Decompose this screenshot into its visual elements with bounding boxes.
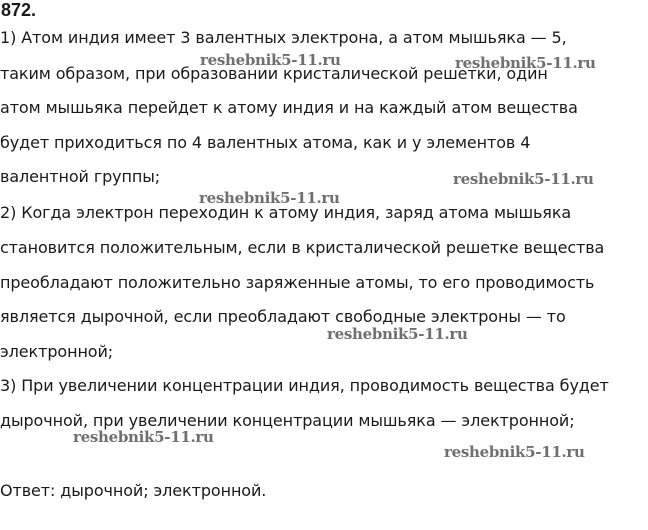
text-line-3: атом мышьяка перейдет к атому индия и на каждый атом вещества [0, 98, 578, 117]
text-line-8: преобладают положительно заряженные атомы, то его проводимость [0, 273, 595, 292]
text-line-11: 3) При увеличении концентрации индия, проводимость вещества будет [0, 376, 609, 395]
watermark: reshebnik5-11.ru [327, 325, 468, 343]
watermark: reshebnik5-11.ru [200, 51, 341, 69]
watermark: reshebnik5-11.ru [453, 170, 594, 188]
text-line-7: становится положительным, если в кристалической решетке вещества [0, 238, 605, 257]
watermark: reshebnik5-11.ru [73, 428, 214, 446]
watermark: reshebnik5-11.ru [455, 54, 596, 72]
text-line-10: электронной; [0, 342, 114, 361]
task-number: 872. [1, 0, 37, 20]
text-line-1: 1) Атом индия имеет 3 валентных электрона, а атом мышьяка — 5, [0, 28, 567, 47]
text-line-12: дырочной, при увеличении концентрации мышьяка — электронной; [0, 411, 575, 430]
watermark: reshebnik5-11.ru [199, 189, 340, 207]
answer-line: Ответ: дырочной; электронной. [0, 481, 267, 500]
text-line-6: 2) Когда электрон переходин к атому индия, заряд атома мышьяка [0, 203, 572, 222]
watermark: reshebnik5-11.ru [444, 443, 585, 461]
text-line-2: таким образом, при образовании кристалической решетки, один [0, 64, 548, 83]
text-line-5: валентной группы; [0, 167, 161, 186]
text-line-9: является дырочной, если преобладают свободные электроны — то [0, 307, 566, 326]
text-line-4: будет приходиться по 4 валентных атома, как и у элементов 4 [0, 133, 531, 152]
